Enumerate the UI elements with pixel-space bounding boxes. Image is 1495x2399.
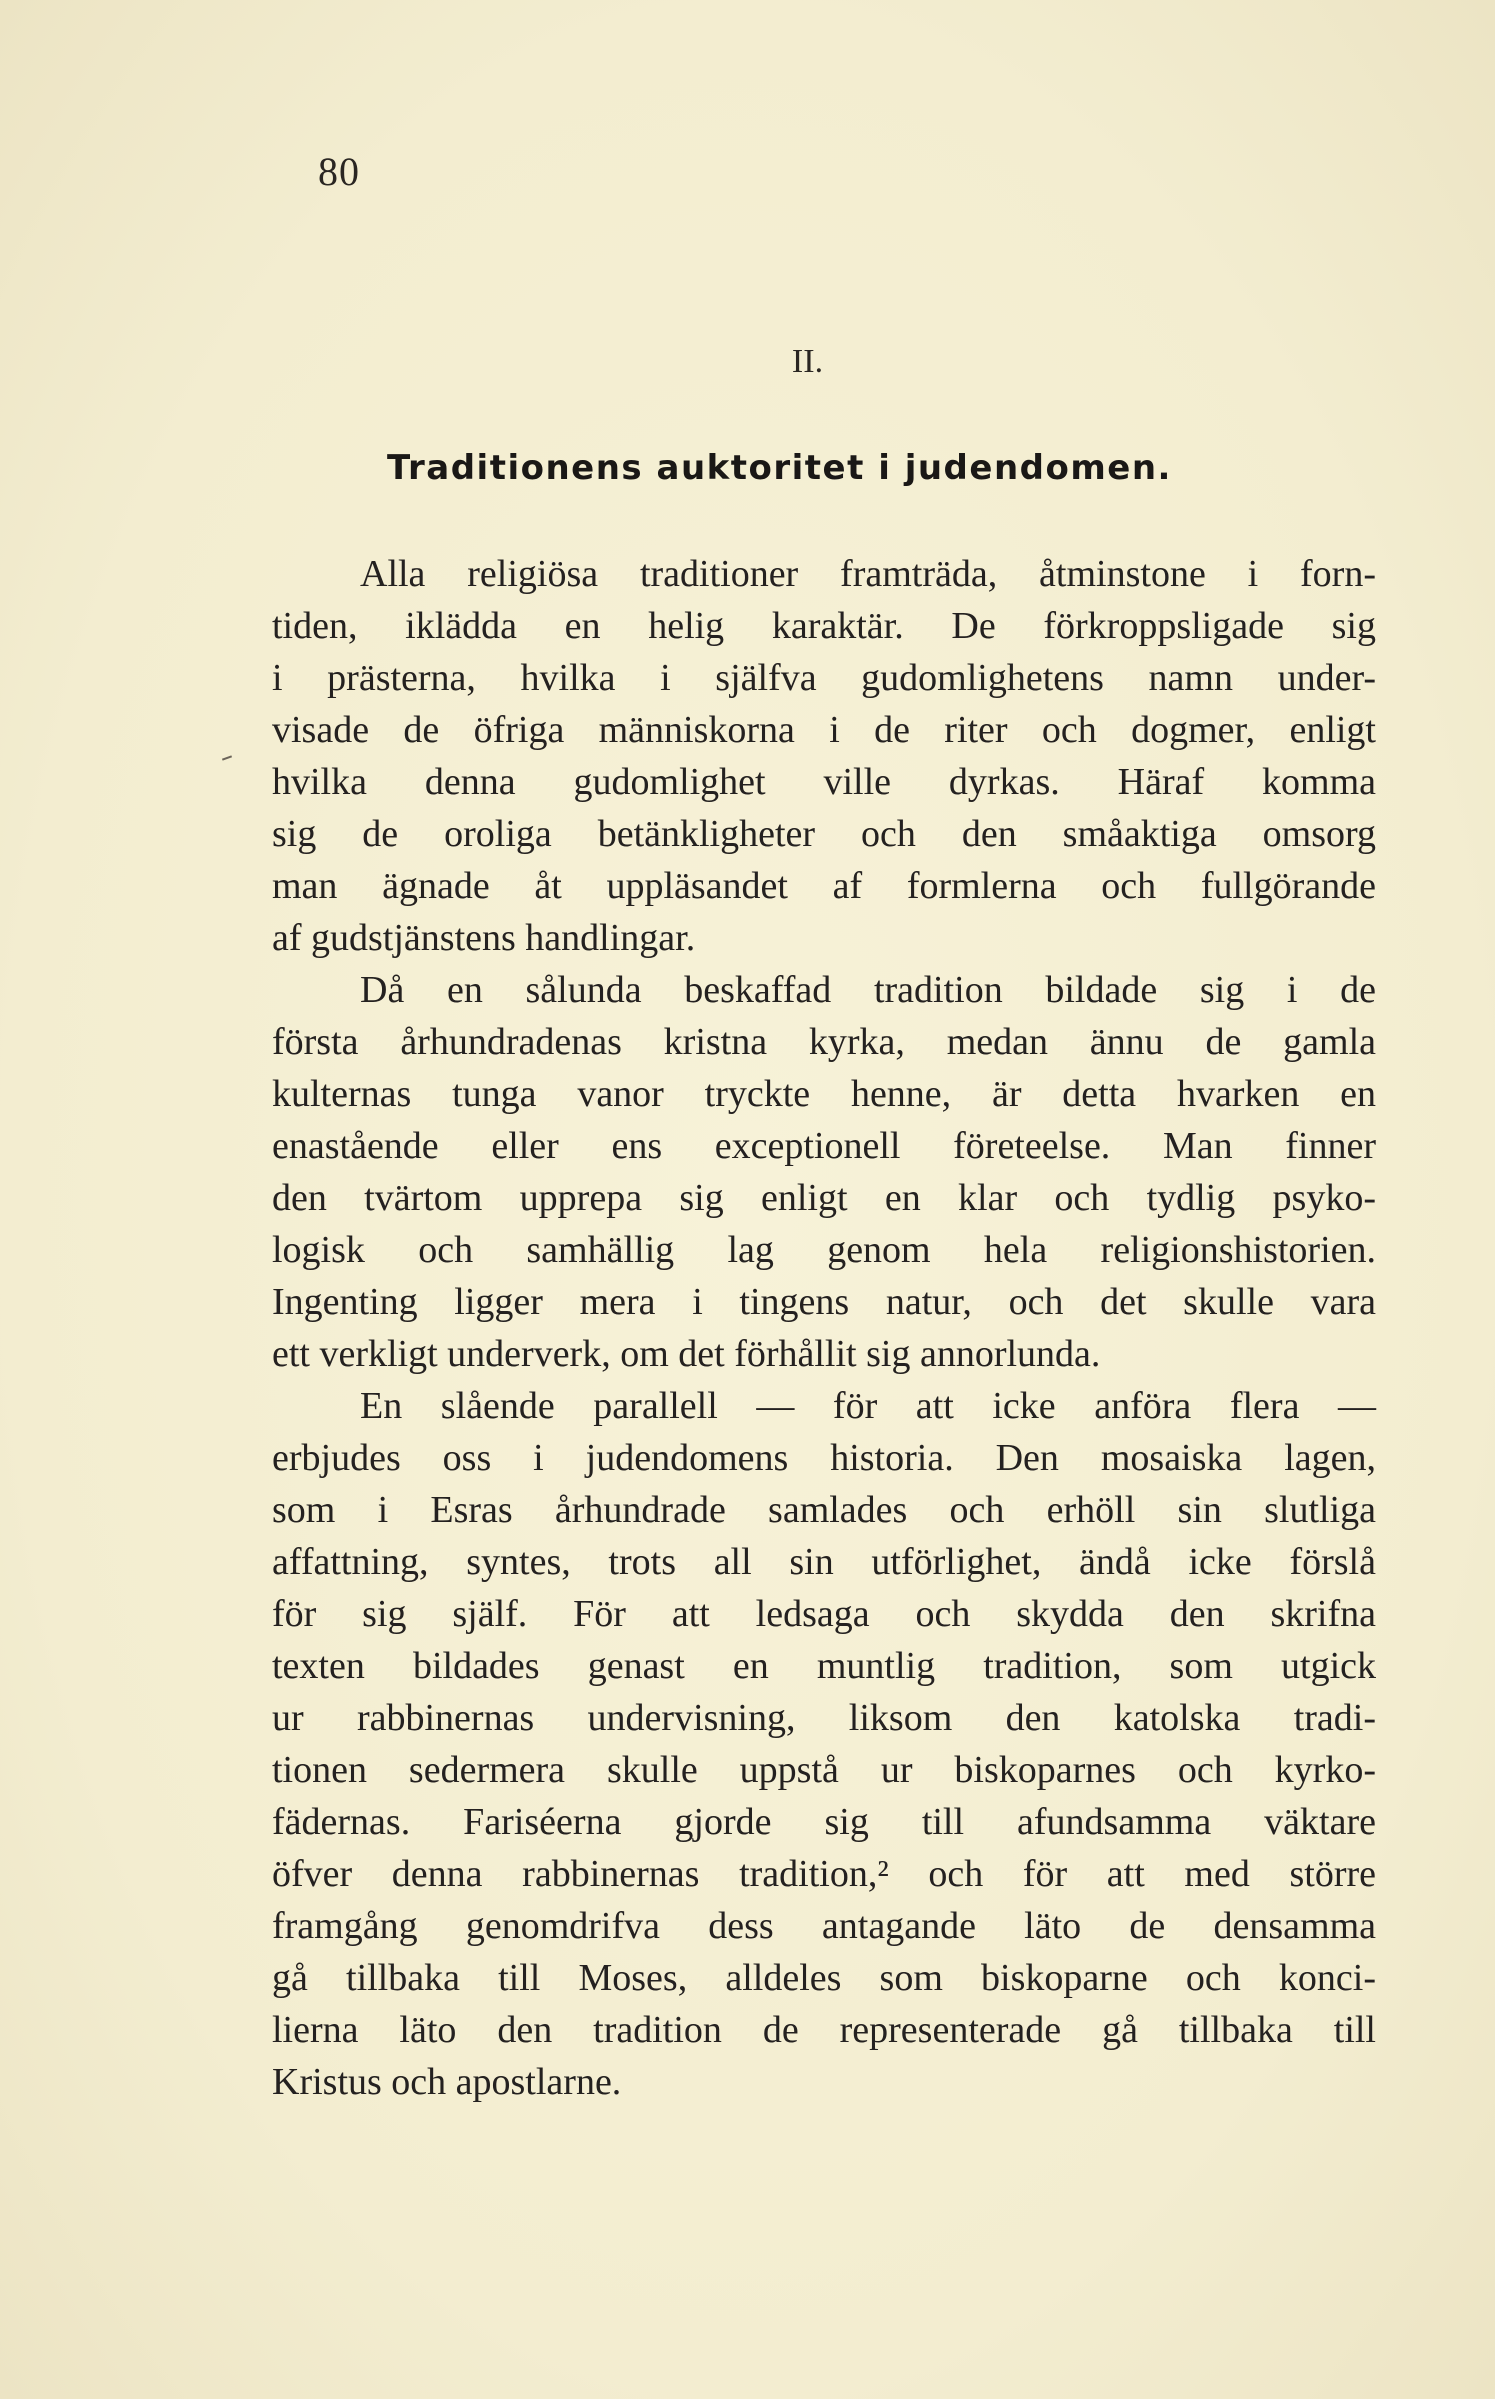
margin-mark: [222, 755, 232, 760]
text-line: kulternas tunga vanor tryckte henne, är detta hvarken en: [272, 1073, 1376, 1115]
text-line: visade de öfriga människorna i de riter och dogmer, enligt: [272, 709, 1376, 751]
text-line: hvilka denna gudomlighet ville dyrkas. Häraf komma: [272, 761, 1376, 803]
body-text: [272, 548, 1376, 2108]
text-line: enastående eller ens exceptionell företeelse. Man finner: [272, 1125, 1376, 1167]
text-line: tionen sedermera skulle uppstå ur biskoparnes och kyrko-: [272, 1749, 1376, 1791]
paragraph-1: [272, 548, 1376, 964]
text-line: i prästerna, hvilka i själfva gudomlighetens namn under-: [272, 657, 1376, 699]
page-number: 80: [318, 149, 360, 194]
text-line: man ägnade åt uppläsandet af formlerna och fullgörande: [272, 865, 1376, 907]
text-line: erbjudes oss i judendomens historia. Den mosaiska lagen,: [272, 1437, 1376, 1479]
text-line: Ingenting ligger mera i tingens natur, och det skulle vara: [272, 1281, 1376, 1323]
text-line: ett verkligt underverk, om det förhållit sig annorlunda.: [272, 1333, 1101, 1375]
text-line: logisk och samhällig lag genom hela religionshistorien.: [272, 1229, 1376, 1271]
text-line: framgång genomdrifva dess antagande läto de densamma: [272, 1905, 1376, 1947]
text-line: öfver denna rabbinernas tradition,² och för att med större: [272, 1853, 1376, 1895]
chapter-number: II.: [791, 343, 824, 380]
text-line: texten bildades genast en muntlig tradition, som utgick: [272, 1645, 1376, 1687]
text-line: den tvärtom upprepa sig enligt en klar och tydlig psyko-: [272, 1177, 1376, 1219]
text-line: fädernas. Fariséerna gjorde sig till afundsamma väktare: [272, 1801, 1376, 1843]
text-line: första århundradenas kristna kyrka, medan ännu de gamla: [272, 1021, 1376, 1063]
text-line: ur rabbinernas undervisning, liksom den katolska tradi-: [272, 1697, 1376, 1739]
text-line: tiden, iklädda en helig karaktär. De förkroppsligade sig: [272, 605, 1376, 647]
text-line: för sig själf. För att ledsaga och skydda den skrifna: [272, 1593, 1376, 1635]
text-line: gå tillbaka till Moses, alldeles som biskoparne och konci-: [272, 1957, 1376, 1999]
text-line: Då en sålunda beskaffad tradition bildade sig i de: [360, 969, 1376, 1011]
chapter-title: Traditionens auktoritet i judendomen.: [387, 448, 1172, 488]
paragraph-3: [272, 1380, 1376, 2108]
text-line: lierna läto den tradition de representerade gå tillbaka till: [272, 2009, 1376, 2051]
text-line: Alla religiösa traditioner framträda, åtminstone i forn-: [360, 553, 1376, 595]
paragraph-2: [272, 964, 1376, 1380]
text-line: affattning, syntes, trots all sin utförlighet, ändå icke förslå: [272, 1541, 1376, 1583]
text-line: som i Esras århundrade samlades och erhöll sin slutliga: [272, 1489, 1376, 1531]
text-line: sig de oroliga betänkligheter och den småaktiga omsorg: [272, 813, 1376, 855]
text-line: af gudstjänstens handlingar.: [272, 917, 696, 959]
text-line: En slående parallell — för att icke anföra flera —: [360, 1385, 1376, 1427]
text-line: Kristus och apostlarne.: [272, 2061, 622, 2103]
